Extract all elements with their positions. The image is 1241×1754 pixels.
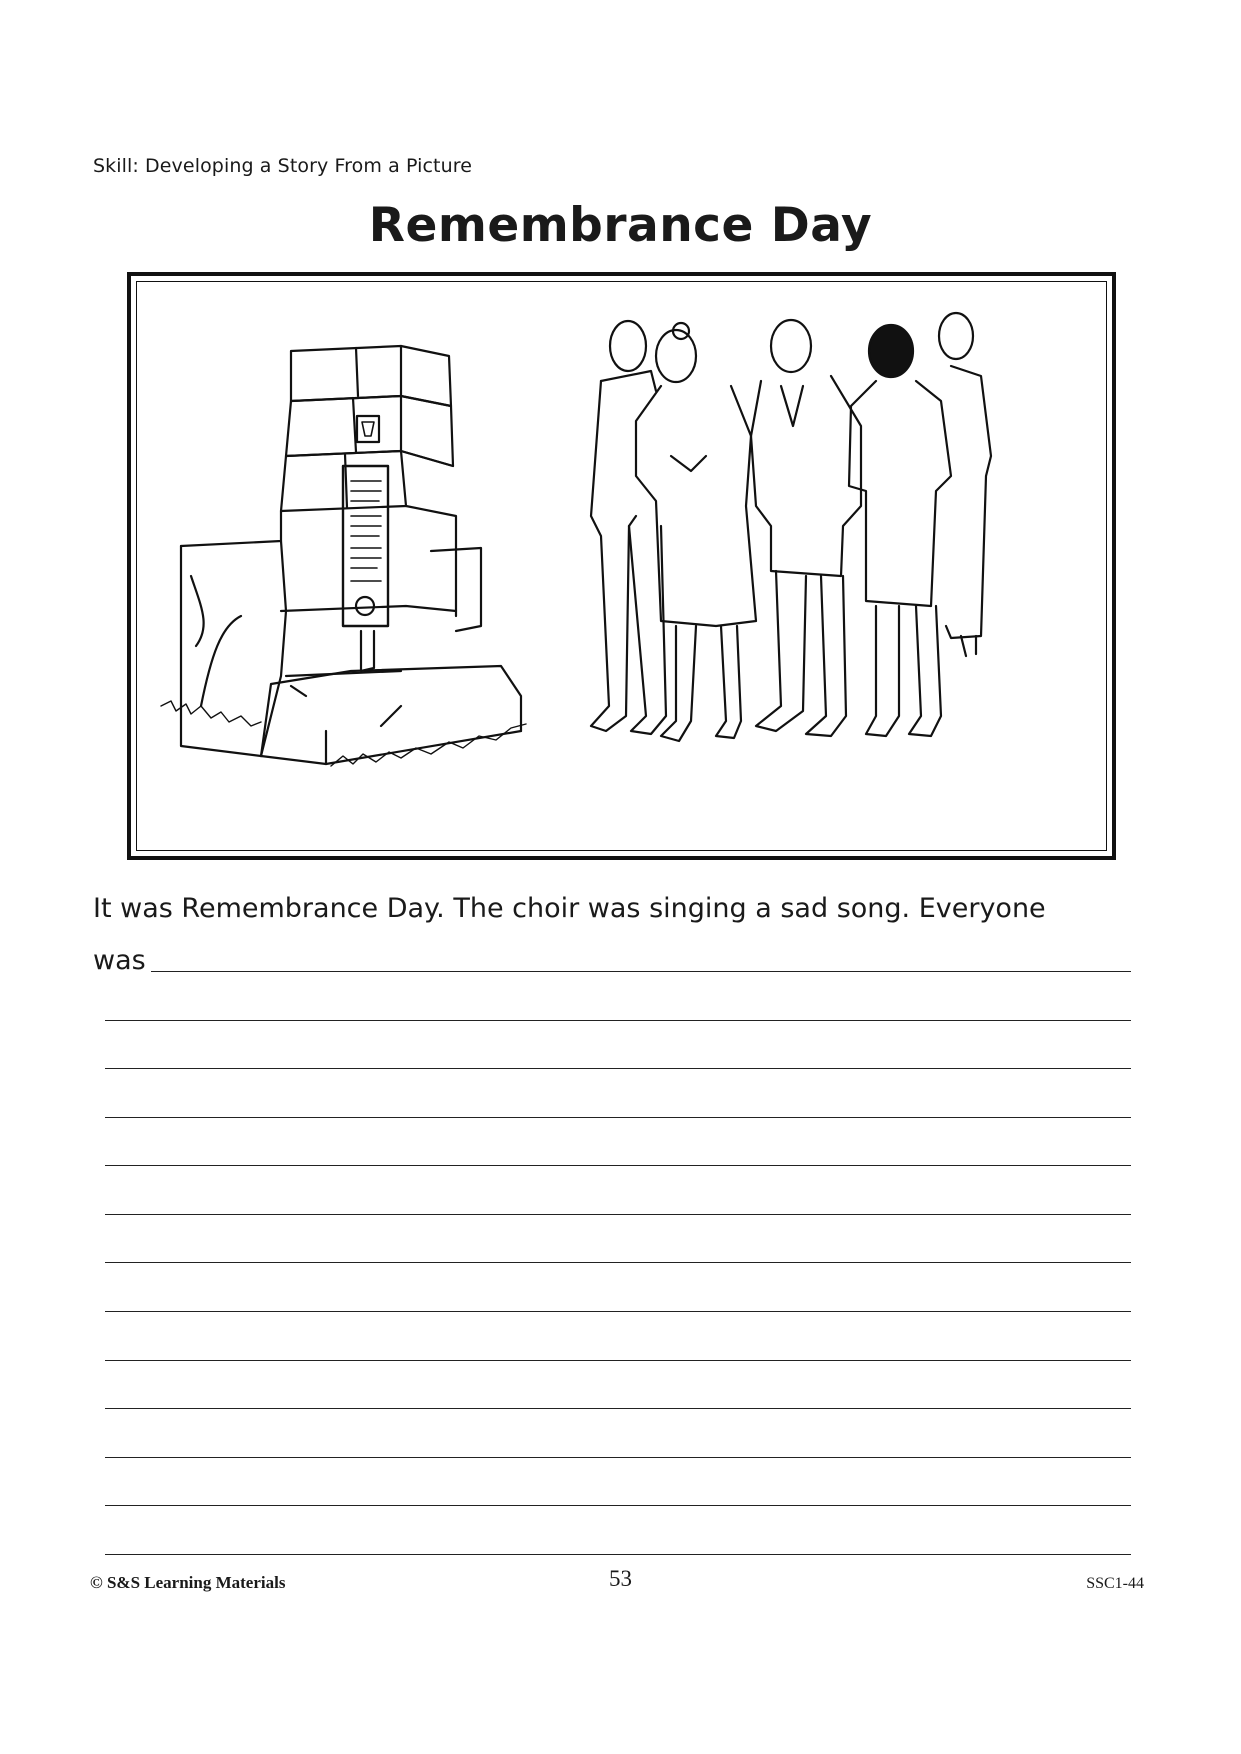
writing-line[interactable]: [105, 1554, 1131, 1555]
writing-line[interactable]: [105, 1262, 1131, 1263]
page-number: 53: [609, 1566, 632, 1591]
writing-line[interactable]: [105, 1360, 1131, 1361]
continuation-word: was: [93, 945, 146, 976]
page-title: Remembrance Day: [368, 198, 873, 253]
copyright-notice: © S&S Learning Materials: [90, 1573, 286, 1592]
writing-line[interactable]: [105, 1068, 1131, 1069]
writing-line[interactable]: [105, 1311, 1131, 1312]
mourners: [591, 313, 991, 741]
product-code: SSC1-44: [1086, 1575, 1144, 1592]
writing-line[interactable]: [105, 1214, 1131, 1215]
writing-line[interactable]: [105, 1165, 1131, 1166]
writing-line[interactable]: [105, 1505, 1131, 1506]
illustration-frame: [127, 272, 1116, 860]
cenotaph-memorial: [161, 346, 526, 766]
writing-line[interactable]: [105, 1408, 1131, 1409]
writing-line[interactable]: [105, 1020, 1131, 1021]
writing-line[interactable]: [151, 971, 1131, 972]
writing-line[interactable]: [105, 1117, 1131, 1118]
story-prompt: It was Remembrance Day. The choir was singing a sad song. Everyone: [93, 893, 1046, 924]
remembrance-illustration: [131, 276, 1120, 864]
writing-line[interactable]: [105, 1457, 1131, 1458]
skill-label: Skill: Developing a Story From a Picture: [93, 155, 473, 177]
